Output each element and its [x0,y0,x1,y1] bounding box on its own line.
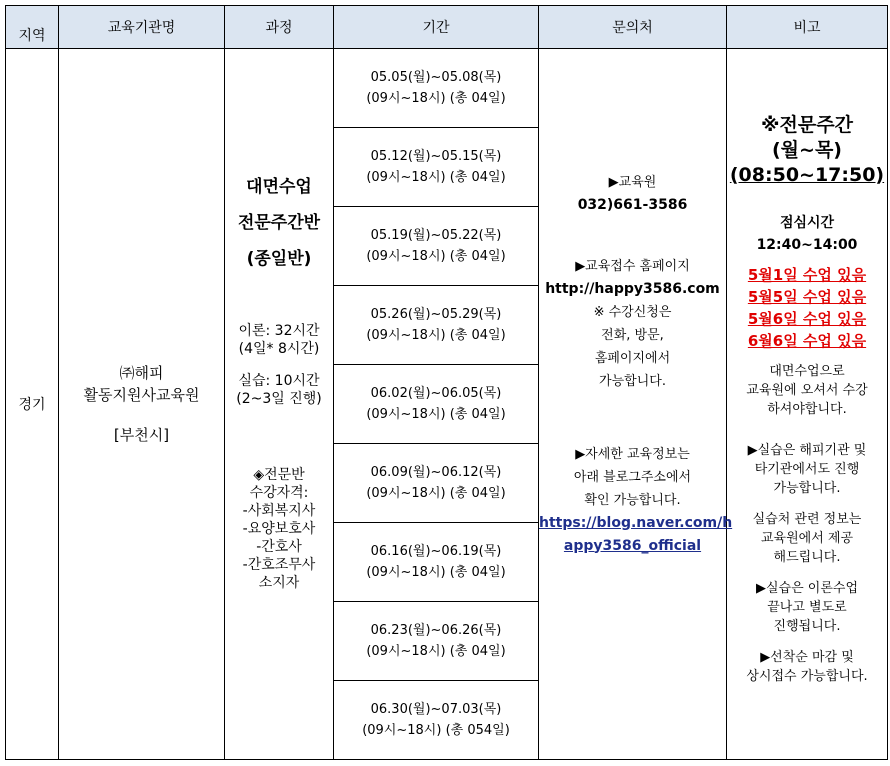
lunch-label: 점심시간 [779,214,835,231]
period-dates: 06.30(월)~07.03(목) [370,702,502,717]
practice-note-1a: ▶실습은 해피기관 및 [747,442,867,458]
web-url-link[interactable]: http://happy3586.com [545,280,720,297]
period-hours: (09시~18시) (총 04일) [366,91,506,106]
period-hours: (09시~18시) (총 04일) [366,249,506,264]
region-cell: 경기 [6,49,59,760]
remark-title-2: (월~목) [772,138,842,161]
course-title-2: 전문주간반 [237,213,321,233]
practice-detail: (2~3일 진행) [236,391,322,407]
face-note-2: 교육원에 오셔서 수강 [746,382,868,398]
header-institution: 교육기관명 [59,6,225,49]
contact-cell [539,49,733,760]
period-hours: (09시~18시) (총 04일) [366,565,506,580]
practice-note-3c: 진행됩니다. [773,618,841,634]
period-dates: 05.12(월)~05.15(목) [370,149,502,164]
enroll-note-1: ▶선착순 마감 및 [760,649,854,665]
schedule-table [5,5,888,760]
apply-note-1: ※ 수강신청은 [593,304,672,320]
period-dates: 06.02(월)~06.05(목) [370,386,502,401]
period-cell [334,365,539,444]
face-note-3: 하셔야합니다. [767,401,847,417]
period-dates: 05.05(월)~05.08(목) [370,70,502,85]
remark-title-3: (08:50~17:50) [729,163,885,186]
period-hours: (09시~18시) (총 04일) [366,644,506,659]
practice-note-3b: 끝나고 별도로 [767,599,847,615]
period-dates: 06.16(월)~06.19(목) [370,544,502,559]
table-row [6,49,888,128]
header-course: 과정 [225,6,334,49]
enroll-note-2: 상시접수 가능합니다. [746,668,868,684]
qualification-item: -요양보호사 [242,521,316,537]
theory-hours: 이론: 32시간 [238,323,320,339]
course-cell [225,49,334,760]
period-dates: 05.19(월)~05.22(목) [370,228,502,243]
course-title-1: 대면수업 [246,177,312,197]
qualification-item: -사회복지사 [242,503,316,519]
class-notice: 6월6일 수업 있음 [747,331,867,350]
apply-note-4: 가능합니다. [599,373,666,389]
institution-name: ㈜해피 [119,364,164,382]
header-contact: 문의처 [539,6,727,49]
practice-hours: 실습: 10시간 [238,373,320,389]
practice-note-3a: ▶실습은 이론수업 [755,580,859,596]
lunch-time: 12:40~14:00 [756,236,858,253]
period-cell [334,523,539,602]
institution-cell [59,49,225,760]
period-cell [334,444,539,523]
practice-note-2b: 교육원에서 제공 [760,530,854,546]
period-cell [334,49,539,128]
face-note-1: 대면수업으로 [769,363,845,379]
practice-note-1c: 가능합니다. [773,480,841,496]
practice-note-2c: 해드립니다. [773,549,841,565]
period-hours: (09시~18시) (총 04일) [366,407,506,422]
office-label: ▶교육원 [608,174,657,190]
period-cell [334,681,539,760]
apply-note-3: 홈페이지에서 [594,350,671,366]
qualification-sub: 수강자격: [249,485,309,501]
qualification-end: 소지자 [258,575,300,591]
info-line-2: 아래 블로그주소에서 [573,469,692,485]
period-dates: 05.26(월)~05.29(목) [370,307,502,322]
institution-name-2: 활동지원사교육원 [83,386,200,404]
period-hours: (09시~18시) (총 04일) [366,486,506,501]
period-hours: (09시~18시) (총 04일) [366,170,506,185]
blog-link-2[interactable]: appy3586_official [563,537,702,554]
qualification-item: -간호사 [256,539,302,555]
practice-note-1b: 타기관에서도 진행 [754,461,860,477]
class-notice: 5월1일 수업 있음 [747,265,867,284]
apply-note-2: 전화, 방문, [601,327,664,343]
period-cell [334,207,539,286]
period-hours: (09시~18시) (총 054일) [362,723,510,738]
qualification-item: -간호조무사 [242,557,316,573]
office-phone: 032)661-3586 [577,196,688,213]
blog-link[interactable]: https://blog.naver.com/h [539,514,733,531]
web-label: ▶교육접수 홈페이지 [575,258,690,274]
info-line-3: 확인 가능합니다. [584,492,681,508]
header-row [6,6,888,49]
period-dates: 06.23(월)~06.26(목) [370,623,502,638]
remark-title-1: ※전문주간 [761,113,853,136]
period-dates: 06.09(월)~06.12(목) [370,465,502,480]
period-cell [334,286,539,365]
period-cell [334,602,539,681]
theory-detail: (4일* 8시간) [238,341,320,357]
practice-note-2a: 실습처 관련 정보는 [752,511,862,527]
info-line-1: ▶자세한 교육정보는 [575,446,690,462]
institution-location: [부천시] [113,426,170,444]
remark-cell [727,49,888,760]
period-hours: (09시~18시) (총 04일) [366,328,506,343]
class-notice: 5월5일 수업 있음 [747,287,867,306]
header-remark: 비고 [727,6,888,49]
qualification-title: ◈전문반 [253,467,305,483]
class-notice: 5월6일 수업 있음 [747,309,867,328]
course-title-3: (종일반) [246,249,312,269]
period-cell [334,128,539,207]
header-period: 기간 [334,6,539,49]
header-region: 지역 [6,6,59,49]
